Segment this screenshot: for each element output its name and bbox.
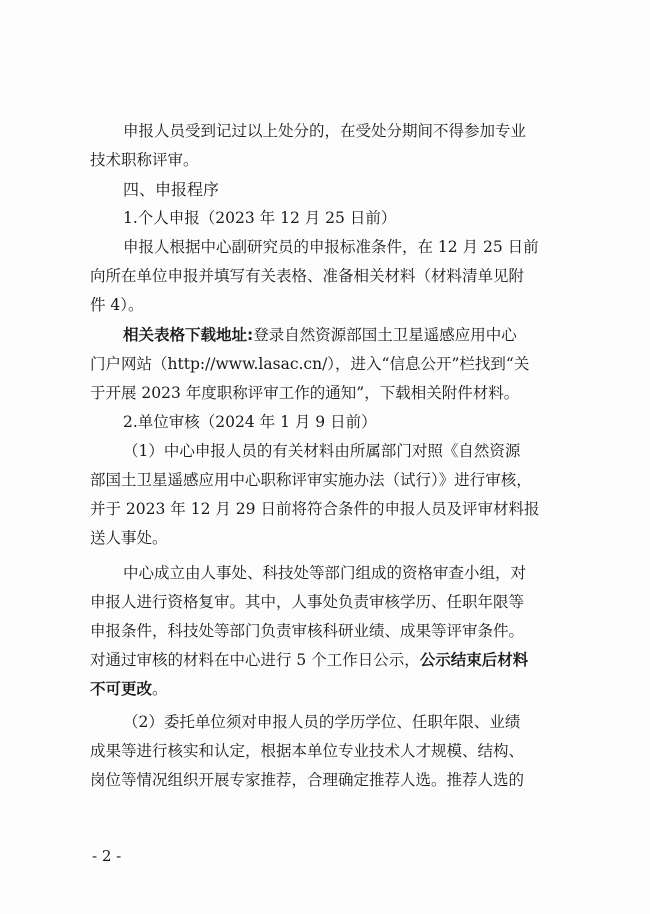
paragraph-line: [90, 741, 578, 761]
text-run: 送人事处。: [90, 529, 168, 547]
text-run: 申报人员受到记过以上处分的，在受处分期间不得参加专业: [123, 122, 527, 140]
text-run: 申报人根据中心副研究员的申报标准条件，在 12 月 25 日前: [123, 238, 539, 256]
text-run: 件 4）。: [90, 296, 144, 314]
text-run: 技术职称评审。: [90, 151, 199, 169]
paragraph-line: [123, 563, 578, 583]
text-run: （2）委托单位须对申报人员的学历学位、任职年限、业绩: [123, 713, 521, 731]
text-run: 并于 2023 年 12 月 29 日前将符合条件的申报人员及评审材料报: [90, 500, 540, 518]
paragraph-line: [90, 650, 578, 670]
paragraph-line: [90, 770, 578, 790]
paragraph-line: [90, 150, 578, 170]
paragraph-line: [123, 121, 578, 141]
text-run: 申报条件，科技处等部门负责审核科研业绩、成果等评审条件。: [90, 622, 525, 640]
paragraph-line: [90, 528, 578, 548]
text-run: 申报人进行资格复审。其中，人事处负责审核学历、任职年限等: [90, 593, 525, 611]
paragraph-line: [90, 499, 578, 519]
text-run: 门户网站（http://www.lasac.cn/），进入“信息公开”栏找到“关: [90, 355, 530, 373]
emphasis-text: 公示结束后材料: [419, 651, 529, 669]
text-run: 1.个人申报（2023 年 12 月 25 日前）: [123, 209, 397, 227]
emphasis-text: 不可更改: [90, 680, 153, 698]
subsection-heading: [123, 412, 611, 432]
text-run: 于开展 2023 年度职称评审工作的通知”，下载相关附件材料。: [90, 384, 520, 402]
text-run: 成果等进行核实和认定，根据本单位专业技术人才规模、结构、: [90, 742, 525, 760]
paragraph-line: [123, 441, 578, 461]
subsection-heading: [123, 208, 611, 228]
paragraph-line: [90, 354, 578, 374]
heading-text: 四、申报程序: [123, 180, 220, 199]
paragraph-line: [90, 266, 578, 286]
text-run: 中心成立由人事处、科技处等部门组成的资格审查小组，对: [123, 564, 527, 582]
paragraph-line: [90, 470, 578, 490]
paragraph-line: [123, 325, 578, 345]
section-heading: [123, 180, 611, 200]
text-run: （1）中心申报人员的有关材料由所属部门对照《自然资源: [123, 442, 521, 460]
paragraph-line: [90, 621, 578, 641]
download-label: 相关表格下载地址:: [123, 326, 254, 344]
text-run: 对通过审核的材料在中心进行 5 个工作日公示，: [90, 651, 420, 669]
text-run: 岗位等情况组织开展专家推荐，合理确定推荐人选。推荐人选的: [90, 771, 525, 789]
text-run: 2.单位审核（2024 年 1 月 9 日前）: [123, 413, 377, 431]
paragraph-line: [90, 383, 578, 403]
text-run: 登录自然资源部国土卫星遥感应用中心: [253, 326, 517, 344]
text-run: 。: [152, 680, 168, 698]
text-run: 部国土卫星遥感应用中心职称评审实施办法（试行）》进行审核，: [90, 471, 532, 489]
page-number: - 2 -: [92, 847, 122, 865]
paragraph-line: [123, 712, 578, 732]
paragraph-line: [90, 295, 578, 315]
text-run: 向所在单位申报并填写有关表格、准备相关材料（材料清单见附: [90, 267, 525, 285]
paragraph-line: [90, 679, 578, 699]
paragraph-line: [90, 592, 578, 612]
paragraph-line: [123, 237, 578, 257]
